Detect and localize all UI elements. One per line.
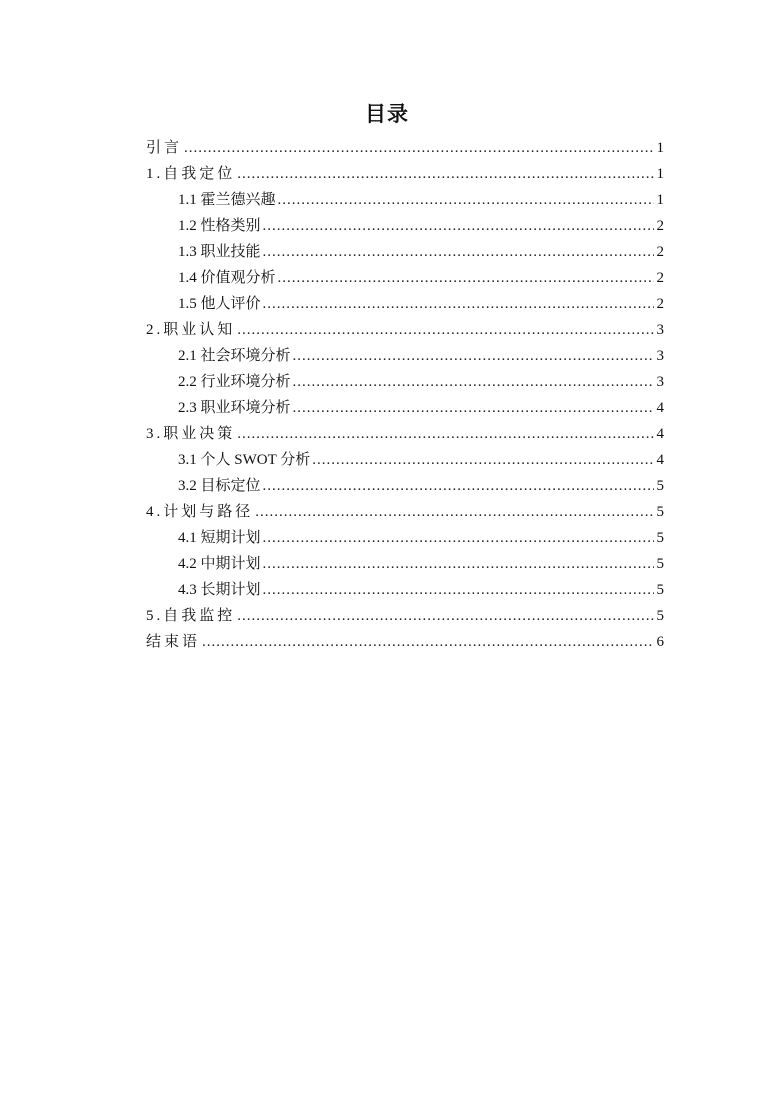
toc-dot-leader [202,629,654,655]
toc-entry[interactable] [146,603,664,629]
toc-entry[interactable] [146,421,664,447]
toc-entry-page-number: 5 [656,504,664,520]
toc-entry[interactable] [146,265,664,291]
toc-entry-label: 1.3 职业技能 [178,244,261,260]
toc-entry[interactable] [146,577,664,603]
toc-entry-label: 引言 [146,140,183,156]
toc-dot-leader [293,343,654,369]
toc-entry-label: 1.1 霍兰德兴趣 [178,192,276,208]
toc-entry-label: 2.1 社会环境分析 [178,348,291,364]
toc-entry[interactable] [146,369,664,395]
toc-dot-leader [255,499,654,525]
toc-entry-page-number: 1 [656,166,664,182]
toc-entry-label: 4.3 长期计划 [178,582,261,598]
toc-list [146,135,664,655]
toc-entry-label: 2.3 职业环境分析 [178,400,291,416]
toc-dot-leader [263,473,654,499]
toc-entry-page-number: 1 [656,140,664,156]
toc-entry-label: 4.2 中期计划 [178,556,261,572]
toc-entry-page-number: 5 [656,530,664,546]
toc-entry-page-number: 3 [656,322,664,338]
toc-entry-label: 4.计划与路径 [146,504,254,520]
toc-entry[interactable] [146,525,664,551]
toc-entry-page-number: 1 [656,192,664,208]
toc-entry-page-number: 6 [656,634,664,650]
toc-dot-leader [263,525,654,551]
toc-entry-page-number: 2 [656,244,664,260]
toc-entry-label: 3.2 目标定位 [178,478,261,494]
toc-entry-page-number: 3 [656,374,664,390]
toc-entry-page-number: 2 [656,218,664,234]
toc-entry-label: 4.1 短期计划 [178,530,261,546]
toc-dot-leader [237,603,654,629]
toc-dot-leader [263,577,654,603]
toc-entry-page-number: 4 [656,426,664,442]
toc-dot-leader [237,317,654,343]
toc-dot-leader [263,213,654,239]
toc-entry-label: 结束语 [146,634,201,650]
toc-dot-leader [237,161,654,187]
toc-entry[interactable] [146,187,664,213]
toc-entry[interactable] [146,395,664,421]
toc-entry-page-number: 3 [656,348,664,364]
toc-entry[interactable] [146,135,664,161]
toc-entry-page-number: 5 [656,556,664,572]
toc-dot-leader [237,421,654,447]
toc-dot-leader [263,291,654,317]
toc-entry-page-number: 4 [656,452,664,468]
toc-dot-leader [278,187,654,213]
toc-entry[interactable] [146,629,664,655]
toc-dot-leader [263,239,654,265]
toc-entry[interactable] [146,343,664,369]
toc-entry-label: 1.2 性格类别 [178,218,261,234]
toc-dot-leader [293,369,654,395]
toc-dot-leader [263,551,654,577]
toc-dot-leader [278,265,654,291]
toc-entry-page-number: 2 [656,270,664,286]
toc-entry-page-number: 5 [656,478,664,494]
toc-entry-label: 1.4 价值观分析 [178,270,276,286]
toc-entry-label: 3.职业决策 [146,426,236,442]
toc-entry-page-number: 2 [656,296,664,312]
toc-entry-label: 5.自我监控 [146,608,236,624]
toc-dot-leader [184,135,654,161]
toc-entry[interactable] [146,291,664,317]
toc-title: 目录 [365,102,409,126]
toc-entry[interactable] [146,239,664,265]
toc-entry-page-number: 5 [656,582,664,598]
toc-entry-label: 1.自我定位 [146,166,236,182]
toc-entry-label: 2.职业认知 [146,322,236,338]
toc-entry-label: 1.5 他人评价 [178,296,261,312]
toc-entry[interactable] [146,551,664,577]
toc-entry-label: 2.2 行业环境分析 [178,374,291,390]
toc-entry[interactable] [146,213,664,239]
toc-entry-label: 3.1 个人 SWOT 分析 [178,452,311,468]
toc-entry[interactable] [146,161,664,187]
toc-dot-leader [312,447,654,473]
toc-entry-page-number: 4 [656,400,664,416]
toc-entry[interactable] [146,317,664,343]
toc-entry-page-number: 5 [656,608,664,624]
toc-dot-leader [293,395,654,421]
toc-entry[interactable] [146,499,664,525]
toc-entry[interactable] [146,447,664,473]
toc-entry[interactable] [146,473,664,499]
